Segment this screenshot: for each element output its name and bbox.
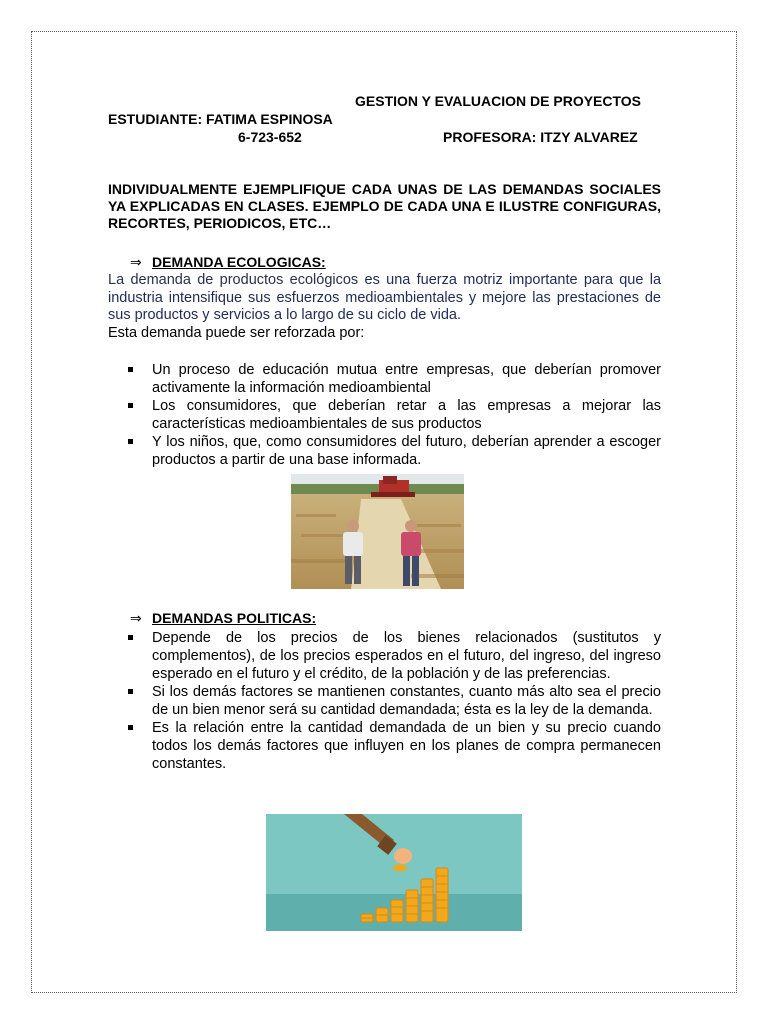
ecological-reinforced: Esta demanda puede ser reforzada por:: [108, 325, 365, 341]
student-id: 6-723-652: [238, 129, 302, 145]
list-item: [108, 433, 661, 469]
bullet-square-icon: [128, 635, 133, 640]
bullet-square-icon: [128, 367, 133, 372]
list-item: [108, 629, 661, 683]
list-item-text: Los consumidores, que deberían retar a las empresas a mejorar las características medioambientales de sus productos: [152, 398, 661, 432]
section-ecological-title: DEMANDA ECOLOGICAS:: [152, 254, 326, 270]
section-political-title: DEMANDAS POLITICAS:: [152, 610, 317, 626]
student-name: ESTUDIANTE: FATIMA ESPINOSA: [108, 111, 333, 127]
list-item-text: Y los niños, que, como consumidores del futuro, deberían aprender a escoger productos a partir de una base informada.: [152, 434, 661, 468]
political-bullet-list: [108, 629, 661, 773]
list-item: [108, 683, 661, 719]
list-item-text: Si los demás factores se mantienen constantes, cuanto más alto sea el precio de un bien menor será su cantidad demandada; ésta es la ley de la demanda.: [152, 684, 661, 718]
list-item-text: Es la relación entre la cantidad demandada de un bien y su precio cuando todos los demás factores que influyen en los planes de compra permanecen constantes.: [152, 720, 661, 772]
list-item: [108, 361, 661, 397]
arrow-right-icon: ⇒: [130, 254, 142, 270]
arrow-right-icon: ⇒: [130, 610, 142, 626]
instructions: INDIVIDUALMENTE EJEMPLIFIQUE CADA UNAS DE LAS DEMANDAS SOCIALES YA EXPLICADAS EN CLASES. EJEMPLO DE CADA UNA E ILUSTRE CONFIGURAS, RECORTES, PERIODICOS, ETC…: [108, 181, 661, 231]
ecological-bullet-list: [108, 361, 661, 469]
bullet-square-icon: [128, 725, 133, 730]
ecological-intro-start: La demanda de productos ecológicos: [108, 272, 359, 288]
bullet-square-icon: [128, 403, 133, 408]
ecological-intro: [108, 272, 661, 325]
section-political-heading: [130, 610, 316, 627]
list-item-text: Depende de los precios de los bienes relacionados (sustitutos y complementos), de los precios esperados en el futuro, del ingreso, del ingreso esperado en el futuro y el crédito, de la población y de las preferencias.: [152, 630, 661, 682]
list-item: [108, 719, 661, 773]
bullet-square-icon: [128, 439, 133, 444]
section-ecological-heading: [130, 254, 326, 271]
bullet-square-icon: [128, 689, 133, 694]
professor-name: PROFESORA: ITZY ALVAREZ: [443, 129, 638, 145]
ecological-intro-rest: es una fuerza motriz importante para que la industria intensifique sus esfuerzos medioambientales y mejore las prestaciones de sus productos y servicios a lo largo de su ciclo de vida.: [108, 272, 662, 323]
course-title: GESTION Y EVALUACION DE PROYECTOS: [355, 93, 642, 109]
coin-growth-illustration: [266, 814, 522, 931]
wheat-field-photo: [291, 474, 464, 589]
list-item-text: Un proceso de educación mutua entre empresas, que deberían promover activamente la información medioambiental: [152, 362, 661, 396]
list-item: [108, 397, 661, 433]
